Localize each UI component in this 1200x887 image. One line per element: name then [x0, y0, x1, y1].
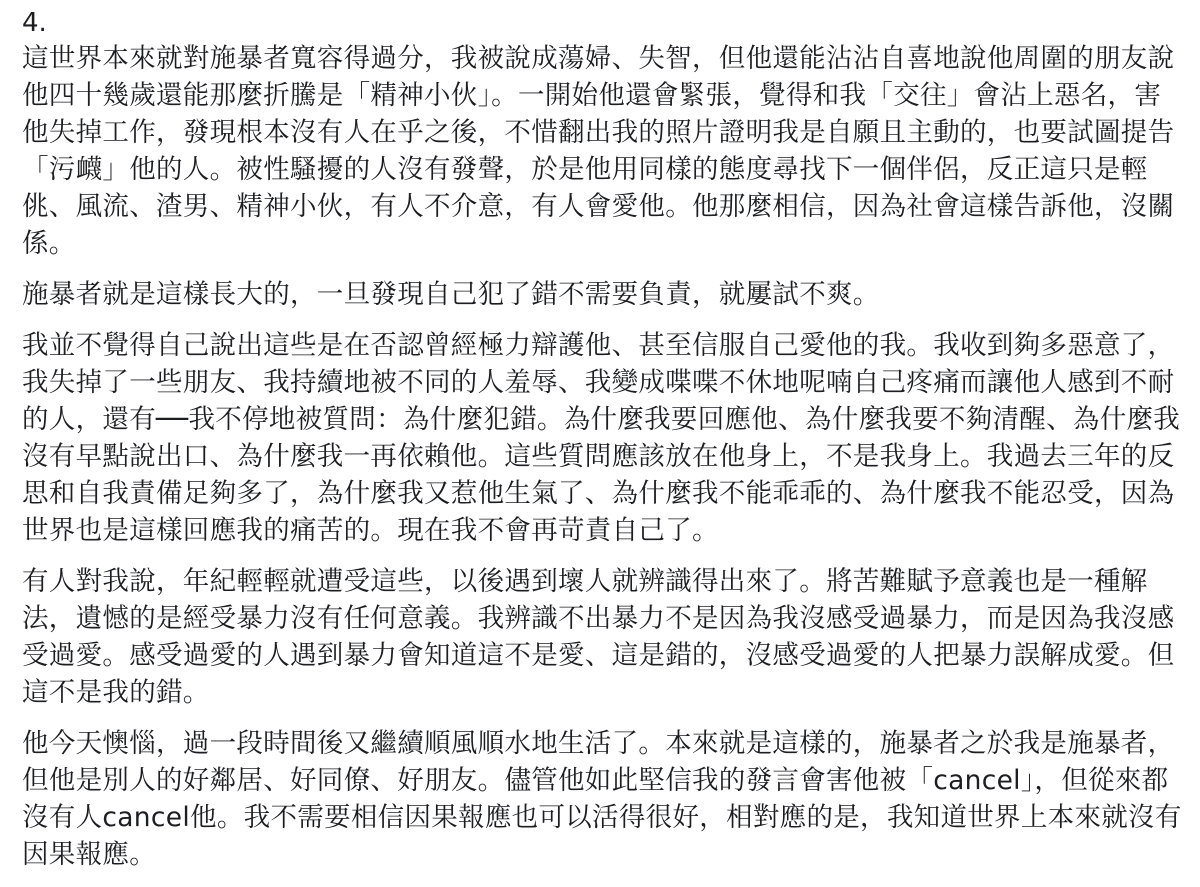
paragraph-line: 係。 — [22, 228, 76, 259]
paragraph-line: 我並不覺得自己說出這些是在否認曾經極力辯護他、甚至信服自己愛他的我。我收到夠多惡意了， — [22, 330, 1175, 361]
paragraph-line: 法，遺憾的是經受暴力沒有任何意義。我辨識不出暴力不是因為我沒感受過暴力，而是因為我沒感 — [22, 603, 1175, 634]
paragraph-5 — [22, 725, 1182, 873]
paragraph-3 — [22, 327, 1182, 549]
paragraph-1 — [22, 40, 1182, 262]
paragraph-line: 施暴者就是這樣長大的，一旦發現自己犯了錯不需要負責，就屢試不爽。 — [22, 279, 880, 310]
paragraph-4 — [22, 563, 1182, 711]
paragraph-line: 我失掉了一些朋友、我持續地被不同的人羞辱、我變成喋喋不休地呢喃自己疼痛而讓他人感到不耐 — [22, 367, 1175, 398]
paragraph-line: 佻、風流、渣男、精神小伙，有人不介意，有人會愛他。他那麼相信，因為社會這樣告訴他，沒關 — [22, 191, 1175, 222]
paragraph-line: 這不是我的錯。 — [22, 677, 210, 708]
paragraph-line: 沒有人cancel他。我不需要相信因果報應也可以活得很好，相對應的是，我知道世界上本來就沒有 — [22, 802, 1182, 833]
paragraph-line: 的人，還有──我不停地被質問：為什麼犯錯。為什麼我要回應他、為什麼我要不夠清醒、為什麼我 — [22, 404, 1181, 435]
section-number: 4. — [22, 8, 47, 38]
paragraph-line: 世界也是這樣回應我的痛苦的。現在我不會再苛責自己了。 — [22, 515, 719, 546]
paragraph-line: 他今天懊惱，過一段時間後又繼續順風順水地生活了。本來就是這樣的，施暴者之於我是施暴者， — [22, 728, 1175, 759]
paragraph-line: 但他是別人的好鄰居、好同僚、好朋友。儘管他如此堅信我的發言會害他被「cancel」，但從來都 — [22, 765, 1169, 796]
paragraph-line: 受過愛。感受過愛的人遇到暴力會知道這不是愛、這是錯的，沒感受過愛的人把暴力誤解成愛。但 — [22, 640, 1175, 671]
paragraph-line: 因果報應。 — [22, 839, 156, 870]
paragraph-2 — [22, 276, 1182, 313]
paragraph-line: 有人對我說，年紀輕輕就遭受這些，以後遇到壞人就辨識得出來了。將苦難賦予意義也是一種解 — [22, 566, 1148, 597]
paragraph-line: 沒有早點說出口、為什麼我一再依賴他。這些質問應該放在他身上，不是我身上。我過去三年的反 — [22, 441, 1175, 472]
paragraph-line: 他失掉工作，發現根本沒有人在乎之後，不惜翻出我的照片證明我是自願且主動的，也要試圖提告 — [22, 117, 1175, 148]
paragraph-line: 他四十幾歲還能那麼折騰是「精神小伙」。一開始他還會緊張，覺得和我「交往」會沾上惡名，害 — [22, 80, 1162, 111]
paragraph-line: 這世界本來就對施暴者寬容得過分，我被說成蕩婦、失智，但他還能沾沾自喜地說他周圍的朋友說 — [22, 43, 1175, 74]
paragraph-line: 「污衊」他的人。被性騷擾的人沒有發聲，於是他用同樣的態度尋找下一個伴侶，反正這只是輕 — [22, 154, 1148, 185]
paragraph-line: 思和自我責備足夠多了，為什麼我又惹他生氣了、為什麼我不能乖乖的、為什麼我不能忍受，因為 — [22, 478, 1175, 509]
document-page — [22, 6, 1182, 887]
